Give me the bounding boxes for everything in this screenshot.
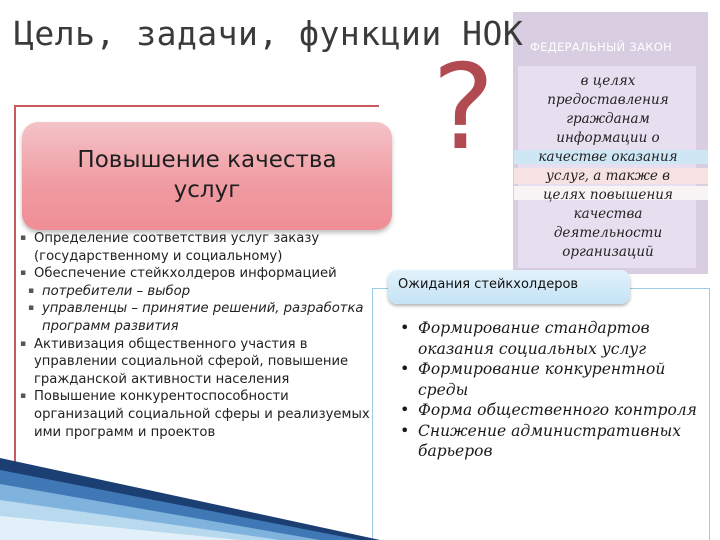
goal-box bbox=[22, 122, 392, 230]
expectation-item: • Форма общественного контроля bbox=[398, 400, 708, 421]
question-mark: ? bbox=[432, 38, 495, 176]
task-item: ▪ Активизация общественного участия в управлении социальной сферой, повышение гражданской активности населения bbox=[20, 336, 375, 389]
tasks-list bbox=[20, 230, 375, 441]
task-item: ▪ Повышение конкурентоспособности организаций социальной сферы и реализуемых ими программ и проектов bbox=[20, 388, 375, 441]
task-subitem: ▪ управленцы – принятие решений, разработка программ развития bbox=[20, 300, 375, 335]
task-subitem: ▪ потребители – выбор bbox=[20, 283, 375, 301]
goal-text: Повышение качества услуг bbox=[77, 147, 337, 203]
expectation-item: • Снижение административных барьеров bbox=[398, 421, 708, 462]
expectations-label: Ожидания стейкхолдеров bbox=[388, 270, 630, 304]
federal-law-header: ФЕДЕРАЛЬНЫЙ ЗАКОН bbox=[530, 40, 673, 54]
slide-title: Цель, задачи, функции НОК bbox=[14, 14, 524, 53]
task-item: ▪ Обеспечение стейкхолдеров информацией bbox=[20, 265, 375, 283]
decorative-ribbon bbox=[0, 440, 380, 540]
task-item: ▪ Определение соответствия услуг заказу (государственному и социальному) bbox=[20, 230, 375, 265]
expectation-item: • Формирование стандартов оказания социальных услуг bbox=[398, 318, 708, 359]
federal-law-text: в целях предоставления гражданам информации о качестве оказания услуг, а также в целях повышения качества деятельности организаций bbox=[538, 73, 678, 260]
expectation-item: • Формирование конкурентной среды bbox=[398, 359, 708, 400]
expectations-list bbox=[398, 318, 708, 462]
